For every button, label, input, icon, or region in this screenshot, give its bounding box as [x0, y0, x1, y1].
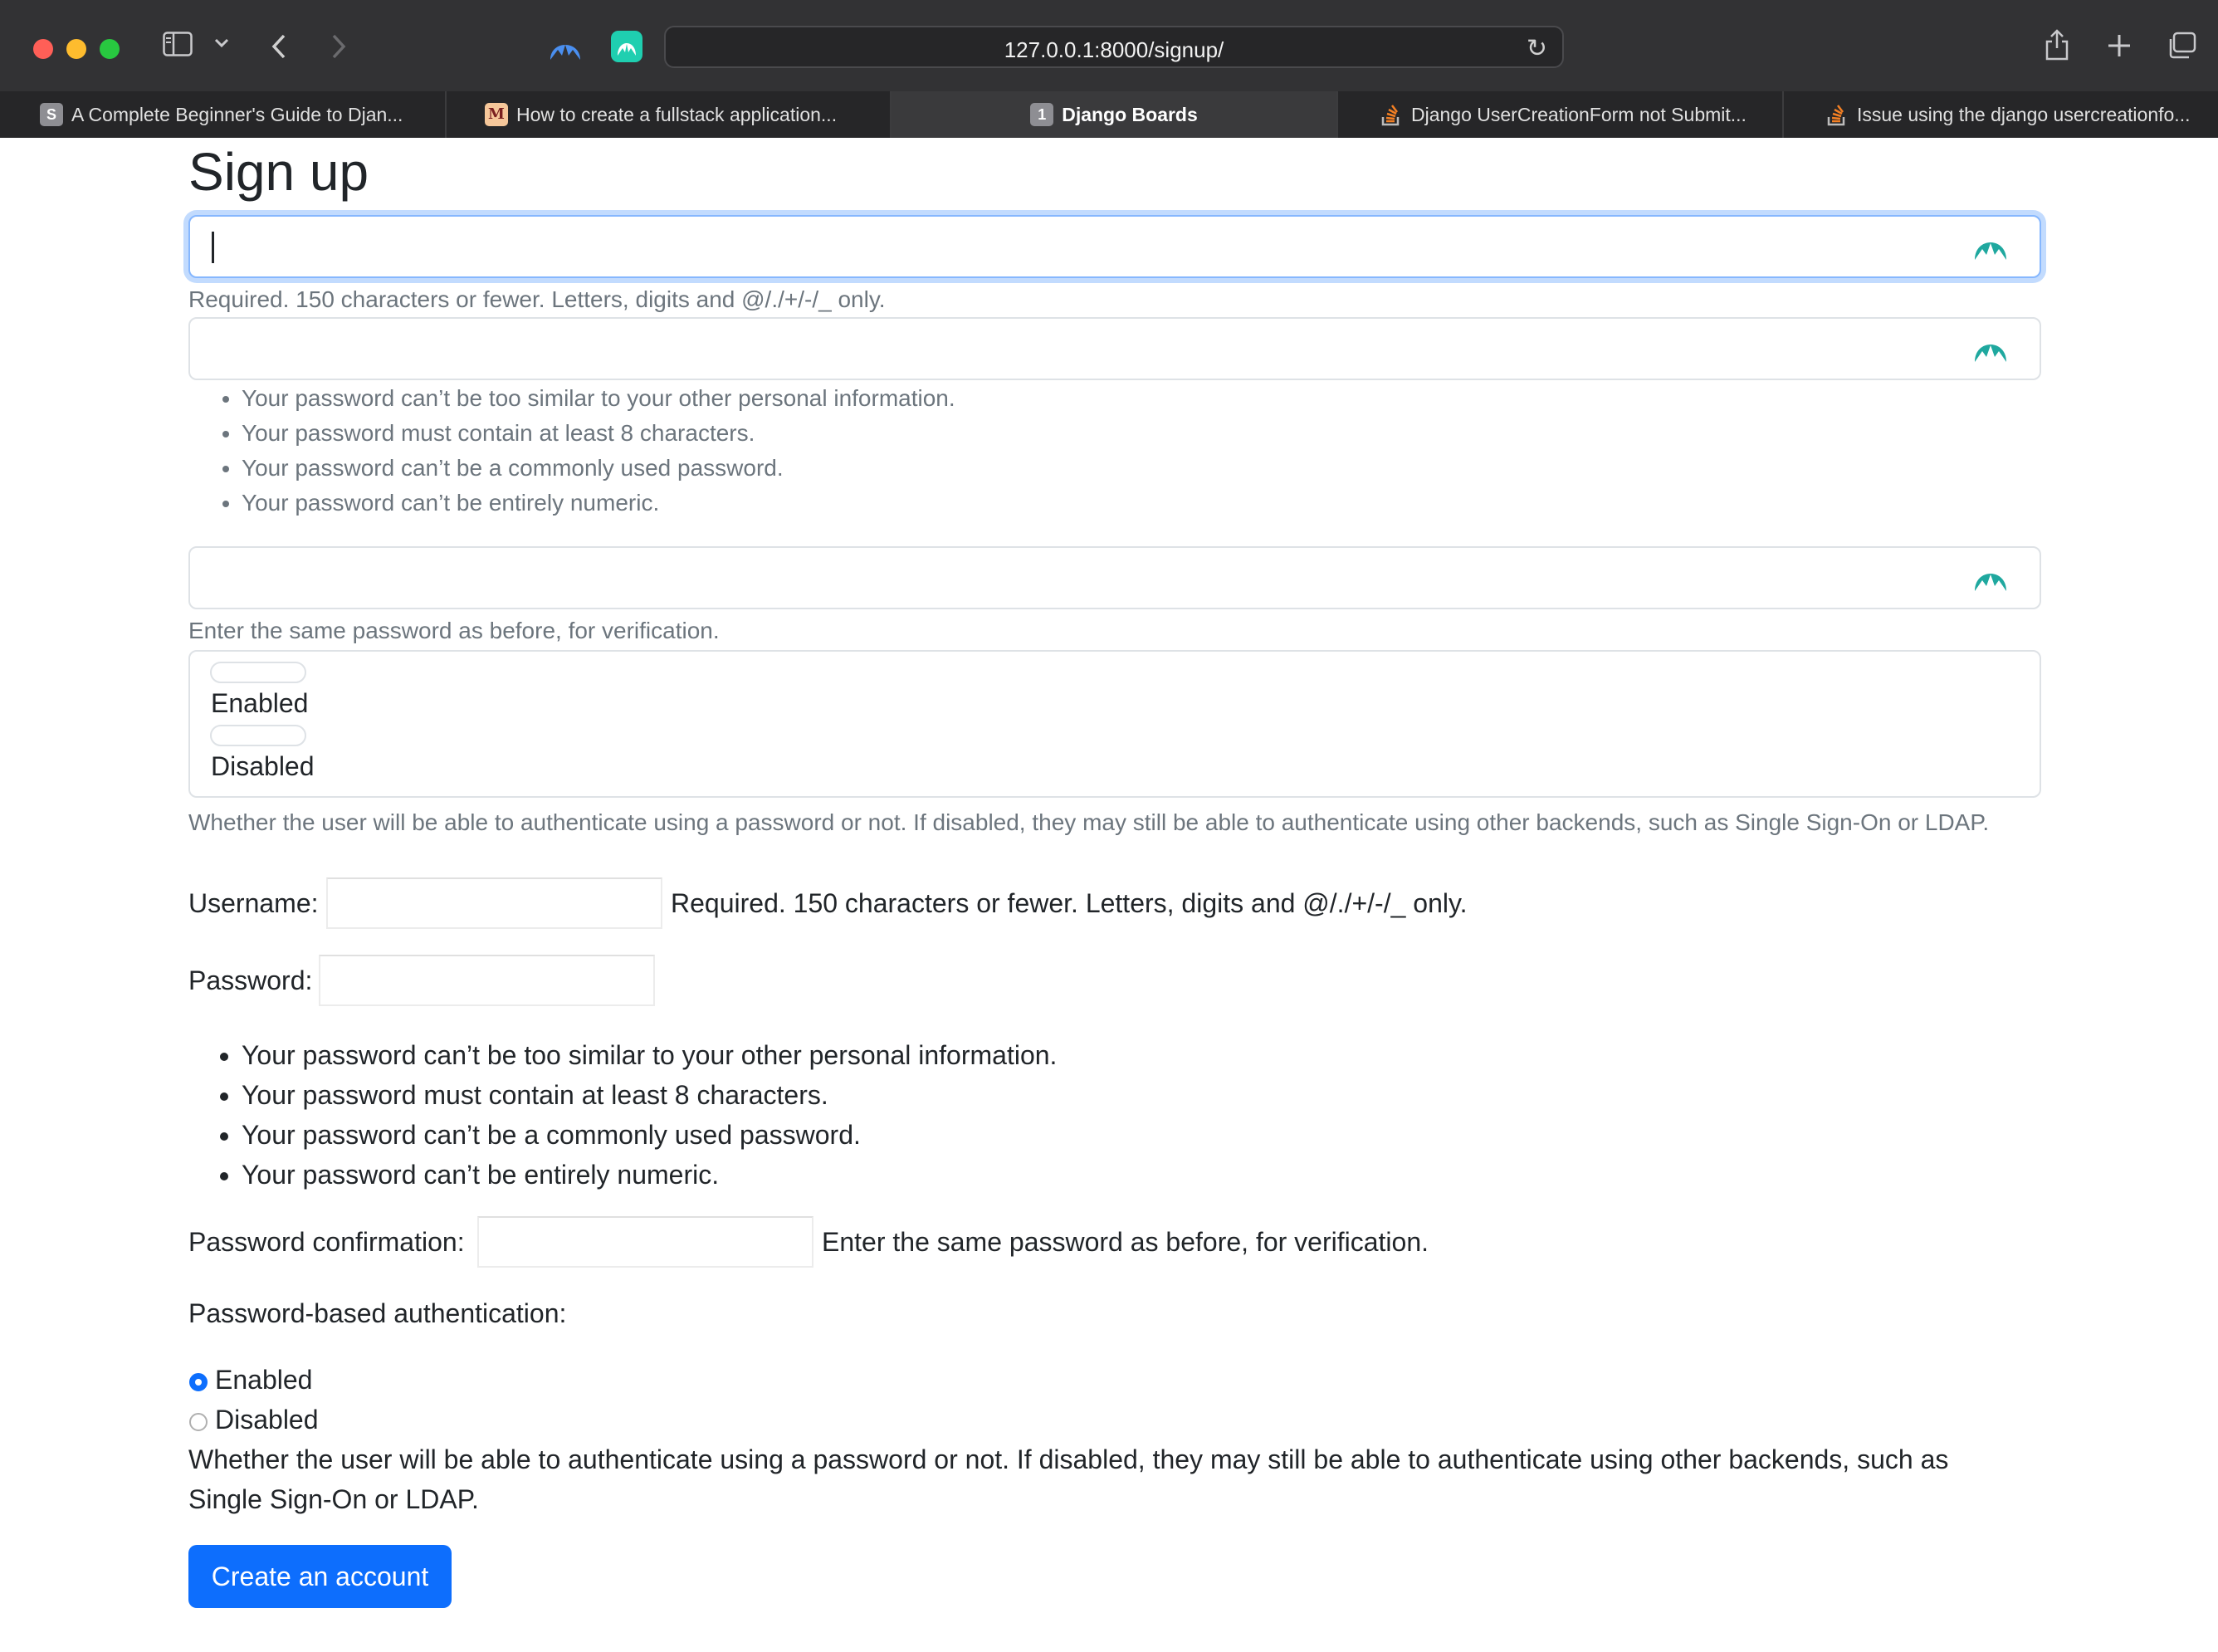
styled-username-help: Required. 150 characters or fewer. Letters, digits and @/./+/-/_ only. — [188, 286, 886, 312]
browser-toolbar — [0, 0, 2218, 91]
password-confirmation-help: Enter the same password as before, for verification. — [822, 1227, 1429, 1257]
forward-arrow-icon[interactable] — [330, 33, 347, 63]
tab-label: A Complete Beginner's Guide to Djan... — [71, 104, 403, 125]
back-arrow-icon[interactable] — [271, 33, 287, 63]
styled-confirm-help: Enter the same password as before, for verification. — [188, 618, 720, 643]
password-rule: • Your password can’t be too similar to your other personal information. — [242, 381, 955, 416]
password-rule: • Your password can’t be too similar to your other personal information. — [242, 1035, 1057, 1075]
styled-password-input[interactable] — [188, 317, 2041, 380]
styled-password-confirmation-input[interactable] — [188, 546, 2041, 609]
password-confirmation-label: Password confirmation: — [188, 1227, 465, 1257]
tab-label: Django UserCreationForm not Submit... — [1411, 104, 1747, 125]
auth-label: Password-based authentication: — [188, 1298, 567, 1328]
page-title: Sign up — [188, 142, 369, 202]
tab-label: How to create a fullstack application... — [516, 104, 838, 125]
text-caret — [212, 232, 214, 263]
password-rule: • Your password must contain at least 8 characters. — [242, 1075, 1057, 1115]
styled-auth-radio-enabled[interactable] — [210, 662, 306, 683]
stackoverflow-icon — [1380, 103, 1403, 126]
styled-auth-radio-group — [188, 650, 2041, 798]
share-icon[interactable] — [2044, 28, 2070, 65]
create-account-button[interactable]: Create an account — [188, 1545, 452, 1608]
tab-beginners-guide[interactable] — [0, 91, 447, 138]
tab-usercreationform-not-submitting[interactable] — [1338, 91, 1784, 138]
tab-favicon-s: S — [40, 103, 63, 126]
tab-label: Issue using the django usercreationfo... — [1857, 104, 2191, 125]
nordvpn-extension-icon[interactable] — [548, 33, 583, 65]
auth-label-disabled: Disabled — [215, 1405, 319, 1435]
tab-fullstack-application[interactable] — [447, 91, 892, 138]
password-rules — [188, 1035, 1057, 1195]
tab-overview-icon[interactable] — [2167, 32, 2196, 63]
username-label: Username: — [188, 888, 319, 918]
username-input[interactable] — [326, 877, 662, 929]
nordpass-autofill-icon[interactable] — [1973, 563, 2008, 593]
username-help: Required. 150 characters or fewer. Letters, digits and @/./+/-/_ only. — [671, 888, 1468, 918]
sidebar-toggle-icon[interactable] — [163, 32, 193, 56]
password-label: Password: — [188, 965, 313, 995]
password-input[interactable] — [319, 955, 655, 1006]
chevron-down-icon[interactable] — [214, 37, 229, 52]
auth-help-line-1: Whether the user will be able to authenticate using a password or not. If disabled, they may still be able to authenticate using other backends, such as — [188, 1444, 1949, 1474]
styled-auth-label-disabled: Disabled — [211, 751, 315, 781]
styled-username-input[interactable] — [188, 215, 2041, 278]
password-rule: • Your password can’t be a commonly used password. — [242, 451, 955, 486]
tab-label: Django Boards — [1062, 104, 1198, 125]
address-bar[interactable] — [664, 26, 1564, 68]
styled-password-rules — [188, 381, 955, 521]
page-content — [0, 138, 2218, 1652]
stackoverflow-icon — [1825, 103, 1849, 126]
styled-auth-radio-disabled[interactable] — [210, 725, 306, 746]
nordpass-autofill-icon[interactable] — [1973, 334, 2008, 364]
password-confirmation-input[interactable] — [477, 1216, 813, 1268]
auth-help-line-2: Single Sign-On or LDAP. — [188, 1484, 479, 1514]
nordpass-extension-icon[interactable] — [611, 31, 642, 66]
password-rule: • Your password can’t be entirely numeric. — [242, 1155, 1057, 1195]
tab-issue-usercreationform[interactable] — [1784, 91, 2218, 138]
tab-favicon-1: 1 — [1030, 103, 1053, 126]
auth-radio-enabled[interactable] — [189, 1373, 208, 1391]
password-rule: • Your password can’t be entirely numeric. — [242, 486, 955, 521]
tab-django-boards[interactable] — [892, 91, 1338, 138]
minimize-window-button[interactable] — [66, 39, 86, 59]
auth-label-enabled: Enabled — [215, 1365, 313, 1395]
reload-icon[interactable]: ↻ — [1526, 35, 1547, 62]
auth-radio-disabled[interactable] — [189, 1413, 208, 1431]
new-tab-icon[interactable] — [2107, 33, 2132, 61]
password-rule: • Your password must contain at least 8 characters. — [242, 416, 955, 451]
password-rule: • Your password can’t be a commonly used password. — [242, 1115, 1057, 1155]
address-bar-url: 127.0.0.1:8000/signup/ — [1004, 37, 1224, 62]
styled-auth-help: Whether the user will be able to authenticate using a password or not. If disabled, they may still be able to authenticate using other backends, such as Single Sign-On or LDAP. — [188, 809, 1990, 835]
styled-auth-label-enabled: Enabled — [211, 688, 309, 718]
tab-bar — [0, 91, 2218, 138]
tab-favicon-m: M — [485, 103, 508, 126]
nordpass-autofill-icon[interactable] — [1973, 232, 2008, 261]
close-window-button[interactable] — [33, 39, 53, 59]
zoom-window-button[interactable] — [100, 39, 120, 59]
